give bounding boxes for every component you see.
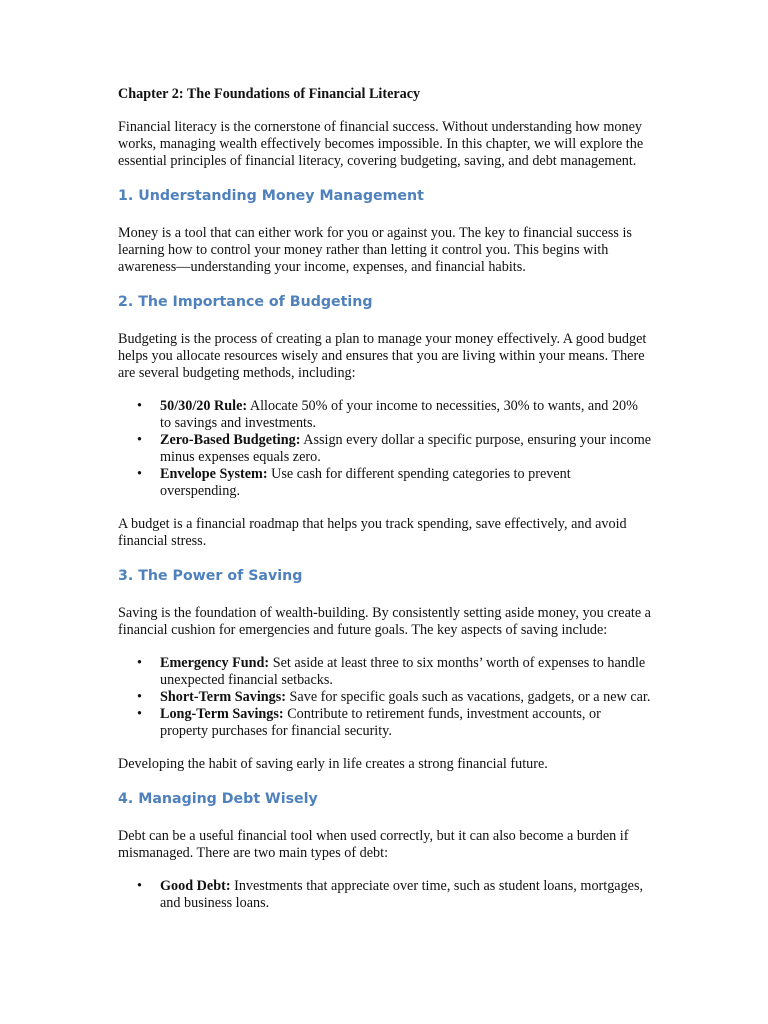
list-item: [137, 398, 652, 432]
intro-paragraph: Financial literacy is the cornerstone of financial success. Without understanding how money works, managing wealth effectively becomes impossible. In this chapter, we will explore the essential principles of financial literacy, covering budgeting, saving, and debt management.: [118, 119, 644, 169]
bullet-icon: •: [137, 398, 142, 414]
section-paragraph: Budgeting is the process of creating a plan to manage your money effectively. A good budget helps you allocate resources wisely and ensures that you are living within your means. There are several budgeting methods, including:: [118, 331, 647, 381]
list-item-term: Envelope System:: [160, 466, 268, 482]
list-item: [137, 706, 652, 740]
section-paragraph: Debt can be a useful financial tool when used correctly, but it can also become a burden if mismanaged. There are two main types of debt:: [118, 828, 629, 861]
section-heading-saving: 3. The Power of Saving: [118, 568, 303, 584]
list-item-text: Set aside at least three to six months’ worth of expenses to handle unexpected financial setbacks.: [160, 655, 646, 688]
section-heading-debt: 4. Managing Debt Wisely: [118, 791, 318, 807]
list-item: [137, 689, 652, 706]
section-paragraph: Money is a tool that can either work for you or against you. The key to financial success is learning how to control your money rather than letting it control you. This begins with awareness—understanding your income, expenses, and financial habits.: [118, 225, 632, 275]
section-heading-budgeting: 2. The Importance of Budgeting: [118, 294, 373, 310]
bullet-icon: •: [137, 706, 142, 722]
section-paragraph: Developing the habit of saving early in life creates a strong financial future.: [118, 756, 548, 772]
list-item-text: Investments that appreciate over time, such as student loans, mortgages, and business loans.: [160, 878, 644, 911]
bullet-icon: •: [137, 878, 142, 894]
section-paragraph: A budget is a financial roadmap that helps you track spending, save effectively, and avoid financial stress.: [118, 516, 627, 549]
saving-aspects-list: [118, 655, 652, 740]
chapter-title: Chapter 2: The Foundations of Financial Literacy: [118, 86, 421, 102]
list-item-term: Long-Term Savings:: [160, 706, 284, 722]
list-item: [137, 655, 652, 689]
list-item-text: Assign every dollar a specific purpose, ensuring your income minus expenses equals zero.: [160, 432, 652, 465]
list-item-text: Contribute to retirement funds, investment accounts, or property purchases for financial security.: [160, 706, 601, 739]
section-paragraph: Saving is the foundation of wealth-building. By consistently setting aside money, you create a financial cushion for emergencies and future goals. The key aspects of saving include:: [118, 605, 651, 638]
list-item: [137, 432, 652, 466]
list-item: [137, 466, 652, 500]
bullet-icon: •: [137, 432, 142, 448]
bullet-icon: •: [137, 689, 142, 705]
list-item-term: Good Debt:: [160, 878, 231, 894]
list-item-term: 50/30/20 Rule:: [160, 398, 248, 414]
section-heading-money-management: 1. Understanding Money Management: [118, 188, 424, 204]
list-item-text: Allocate 50% of your income to necessities, 30% to wants, and 20% to savings and investments.: [160, 398, 638, 431]
list-item-text: Save for specific goals such as vacations, gadgets, or a new car.: [286, 689, 651, 705]
document-page: [118, 86, 652, 928]
list-item-term: Emergency Fund:: [160, 655, 270, 671]
bullet-icon: •: [137, 466, 142, 482]
list-item: [137, 878, 652, 912]
budgeting-methods-list: [118, 398, 652, 500]
list-item-text: Use cash for different spending categories to prevent overspending.: [160, 466, 571, 499]
list-item-term: Short-Term Savings:: [160, 689, 286, 705]
list-item-term: Zero-Based Budgeting:: [160, 432, 301, 448]
bullet-icon: •: [137, 655, 142, 671]
debt-types-list: [118, 878, 652, 912]
